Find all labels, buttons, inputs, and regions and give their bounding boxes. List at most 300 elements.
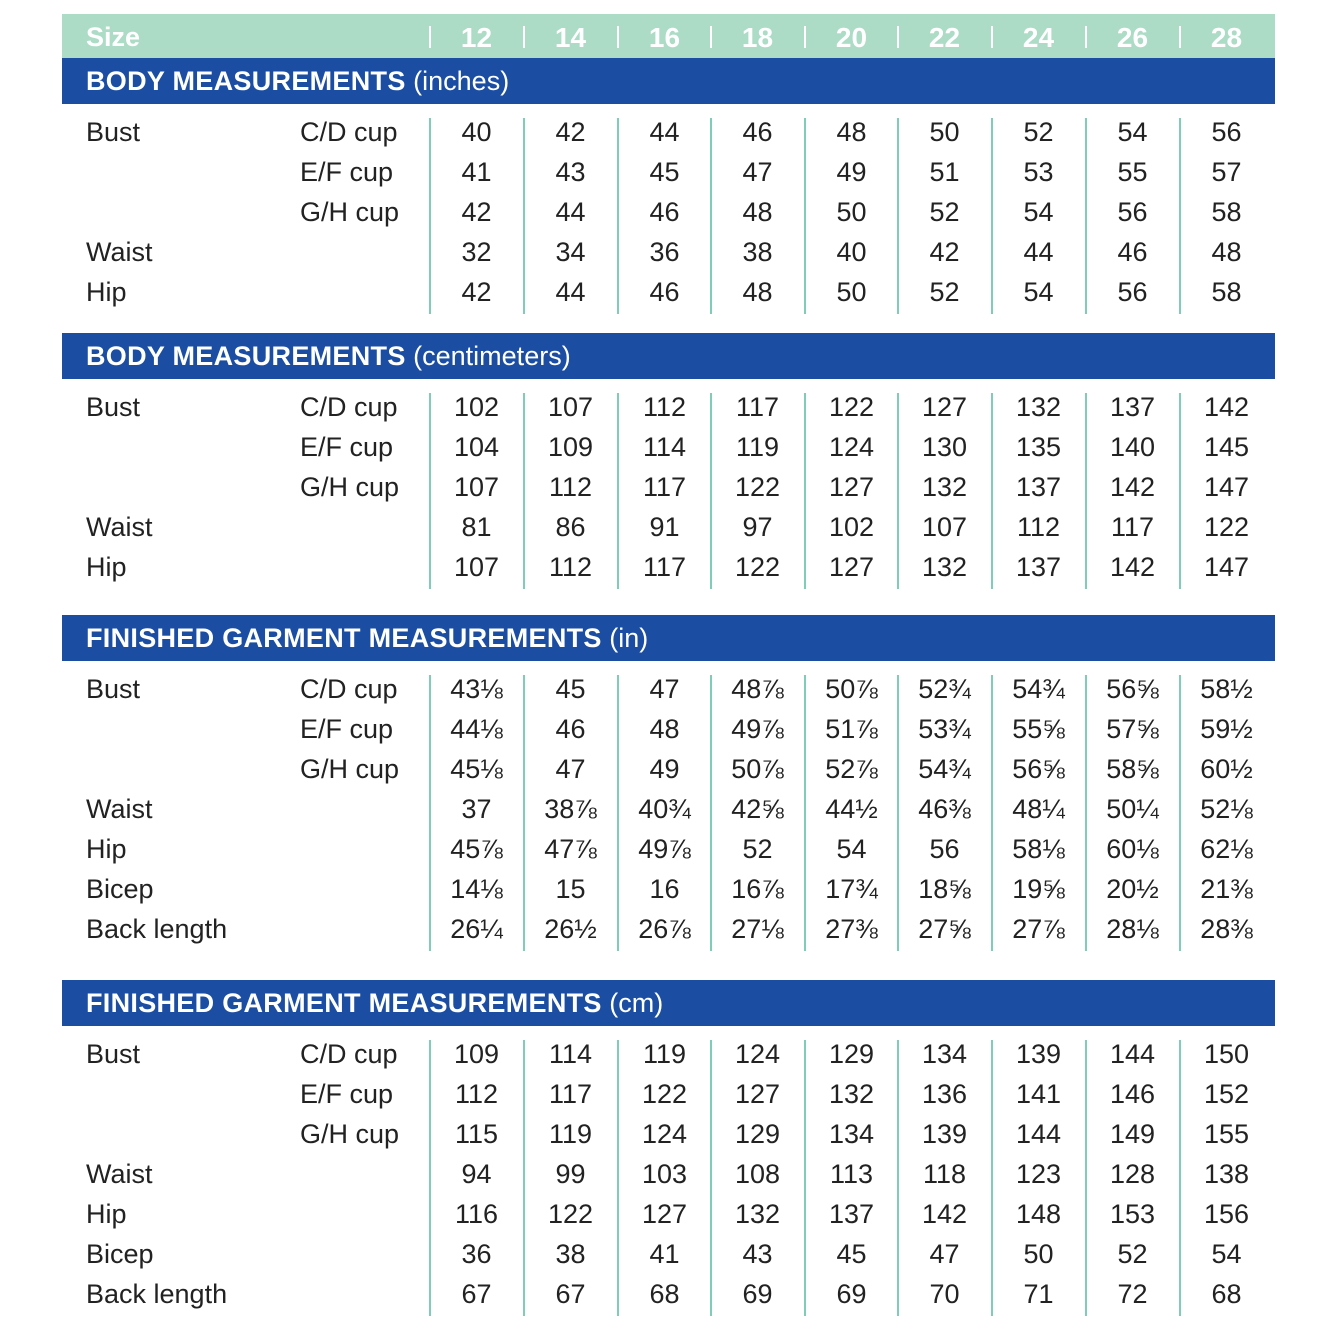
table-cell: 43⅛ bbox=[450, 674, 503, 704]
table-cell: 107 bbox=[453, 552, 500, 582]
table-cell: 69 bbox=[836, 1279, 867, 1309]
size-label: Size bbox=[86, 22, 141, 52]
table-cell: 132 bbox=[1015, 392, 1062, 422]
table-row bbox=[62, 874, 1275, 914]
table-cell: 58 bbox=[1211, 197, 1242, 227]
table-cell: 46⅜ bbox=[918, 794, 971, 824]
table-cell: 32 bbox=[461, 237, 492, 267]
table-cell: 45 bbox=[649, 157, 680, 187]
measure-label: Hip bbox=[86, 834, 127, 864]
table-cell: 52 bbox=[1023, 117, 1054, 147]
table-cell: 60½ bbox=[1200, 754, 1253, 784]
table-cell: 42 bbox=[461, 277, 492, 307]
table-cell: 27⅛ bbox=[731, 914, 784, 944]
table-cell: 54 bbox=[1023, 277, 1054, 307]
cup-variant-label: E/F cup bbox=[300, 1079, 394, 1109]
measurement-section bbox=[62, 615, 1275, 944]
measure-label: Bicep bbox=[86, 874, 154, 904]
table-cell: 42 bbox=[461, 197, 492, 227]
measure-label: Waist bbox=[86, 512, 153, 542]
table-cell: 47⅞ bbox=[544, 834, 597, 864]
table-cell: 50 bbox=[1023, 1239, 1054, 1269]
table-cell: 47 bbox=[742, 157, 773, 187]
table-cell: 54¾ bbox=[918, 754, 971, 784]
table-row bbox=[62, 157, 1275, 197]
table-cell: 124 bbox=[641, 1119, 688, 1149]
table-cell: 119 bbox=[735, 432, 780, 462]
table-row bbox=[62, 432, 1275, 472]
table-cell: 50¼ bbox=[1106, 794, 1159, 824]
table-cell: 142 bbox=[1109, 472, 1156, 502]
table-cell: 51⅞ bbox=[825, 714, 878, 744]
table-cell: 54¾ bbox=[1012, 674, 1065, 704]
measure-label: Bicep bbox=[86, 1239, 154, 1269]
table-row bbox=[62, 794, 1275, 834]
table-cell: 48 bbox=[742, 197, 773, 227]
table-cell: 51 bbox=[929, 157, 960, 187]
measure-label: Hip bbox=[86, 552, 127, 582]
table-cell: 68 bbox=[1211, 1279, 1242, 1309]
table-row bbox=[62, 714, 1275, 754]
section-header bbox=[62, 333, 1275, 379]
table-cell: 136 bbox=[921, 1079, 968, 1109]
table-cell: 44 bbox=[1023, 237, 1054, 267]
table-cell: 48 bbox=[1211, 237, 1242, 267]
table-row bbox=[62, 1119, 1275, 1159]
table-cell: 71 bbox=[1023, 1279, 1054, 1309]
cup-variant-label: G/H cup bbox=[300, 472, 400, 502]
measure-label: Waist bbox=[86, 237, 153, 267]
table-cell: 34 bbox=[555, 237, 586, 267]
cup-variant-label: C/D cup bbox=[300, 392, 398, 422]
table-cell: 49⅞ bbox=[731, 714, 784, 744]
table-cell: 122 bbox=[641, 1079, 688, 1109]
section-header bbox=[62, 980, 1275, 1026]
table-cell: 137 bbox=[828, 1199, 875, 1229]
table-cell: 127 bbox=[921, 392, 968, 422]
table-cell: 40 bbox=[461, 117, 492, 147]
cup-variant-label: G/H cup bbox=[300, 1119, 400, 1149]
table-cell: 45 bbox=[555, 674, 586, 704]
table-cell: 124 bbox=[828, 432, 875, 462]
cup-variant-label: E/F cup bbox=[300, 432, 394, 462]
table-cell: 112 bbox=[1016, 512, 1061, 542]
size-26: 26 bbox=[1116, 22, 1149, 53]
table-cell: 123 bbox=[1015, 1159, 1062, 1189]
table-cell: 53 bbox=[1023, 157, 1054, 187]
measure-label: Back length bbox=[86, 914, 228, 944]
section-title bbox=[86, 66, 509, 97]
table-cell: 122 bbox=[1203, 512, 1250, 542]
table-cell: 58⅛ bbox=[1012, 834, 1065, 864]
table-cell: 146 bbox=[1109, 1079, 1156, 1109]
measure-label: Bust bbox=[86, 392, 141, 422]
table-row bbox=[62, 834, 1275, 874]
table-cell: 127 bbox=[828, 552, 875, 582]
table-cell: 48⅞ bbox=[731, 674, 784, 704]
table-cell: 38⅞ bbox=[544, 794, 597, 824]
table-cell: 142 bbox=[1109, 552, 1156, 582]
table-cell: 67 bbox=[555, 1279, 586, 1309]
table-cell: 102 bbox=[828, 512, 875, 542]
size-header-bar bbox=[62, 14, 1275, 58]
table-cell: 122 bbox=[734, 552, 781, 582]
table-cell: 48¼ bbox=[1012, 794, 1065, 824]
size-18: 18 bbox=[741, 22, 774, 53]
table-cell: 44½ bbox=[825, 794, 878, 824]
table-cell: 112 bbox=[548, 552, 593, 582]
table-cell: 50 bbox=[929, 117, 960, 147]
size-20: 20 bbox=[835, 22, 868, 53]
table-cell: 52 bbox=[742, 834, 773, 864]
table-cell: 26¼ bbox=[450, 914, 503, 944]
table-cell: 46 bbox=[649, 197, 680, 227]
measurement-section bbox=[62, 58, 1275, 307]
table-row bbox=[62, 1199, 1275, 1239]
table-cell: 129 bbox=[734, 1119, 781, 1149]
table-cell: 140 bbox=[1109, 432, 1156, 462]
table-row bbox=[62, 674, 1275, 714]
table-cell: 58⅝ bbox=[1106, 754, 1159, 784]
table-cell: 150 bbox=[1203, 1039, 1250, 1069]
table-cell: 36 bbox=[649, 237, 680, 267]
table-cell: 119 bbox=[548, 1119, 593, 1149]
section-unit: (inches) bbox=[413, 66, 510, 96]
table-row bbox=[62, 237, 1275, 277]
table-row bbox=[62, 277, 1275, 317]
table-cell: 91 bbox=[649, 512, 680, 542]
table-cell: 46 bbox=[1117, 237, 1148, 267]
table-cell: 49 bbox=[649, 754, 680, 784]
table-cell: 49⅞ bbox=[638, 834, 691, 864]
table-cell: 54 bbox=[836, 834, 867, 864]
table-cell: 132 bbox=[921, 552, 968, 582]
size-22: 22 bbox=[928, 22, 961, 53]
table-cell: 122 bbox=[734, 472, 781, 502]
table-row bbox=[62, 552, 1275, 592]
table-cell: 124 bbox=[734, 1039, 781, 1069]
table-cell: 112 bbox=[454, 1079, 499, 1109]
table-cell: 109 bbox=[453, 1039, 500, 1069]
table-cell: 62⅛ bbox=[1200, 834, 1253, 864]
table-cell: 147 bbox=[1203, 472, 1250, 502]
table-cell: 58½ bbox=[1200, 674, 1253, 704]
table-cell: 44 bbox=[555, 277, 586, 307]
table-cell: 17¾ bbox=[825, 874, 878, 904]
table-row bbox=[62, 512, 1275, 552]
table-cell: 139 bbox=[921, 1119, 968, 1149]
table-cell: 49 bbox=[836, 157, 867, 187]
table-cell: 48 bbox=[836, 117, 867, 147]
table-row bbox=[62, 754, 1275, 794]
table-cell: 50 bbox=[836, 197, 867, 227]
table-cell: 52⅞ bbox=[825, 754, 878, 784]
size-12: 12 bbox=[460, 22, 493, 53]
section-unit: (centimeters) bbox=[413, 341, 571, 371]
size-14: 14 bbox=[554, 22, 587, 53]
table-cell: 117 bbox=[1110, 512, 1155, 542]
measure-label: Waist bbox=[86, 1159, 153, 1189]
cup-variant-label: E/F cup bbox=[300, 714, 394, 744]
table-cell: 14⅛ bbox=[450, 874, 503, 904]
table-cell: 134 bbox=[921, 1039, 968, 1069]
table-cell: 56⅝ bbox=[1106, 674, 1159, 704]
table-cell: 109 bbox=[547, 432, 594, 462]
table-cell: 137 bbox=[1109, 392, 1156, 422]
table-cell: 41 bbox=[649, 1239, 680, 1269]
table-row bbox=[62, 117, 1275, 157]
table-cell: 21⅜ bbox=[1200, 874, 1253, 904]
table-cell: 52 bbox=[929, 197, 960, 227]
table-cell: 16 bbox=[649, 874, 680, 904]
table-row bbox=[62, 392, 1275, 432]
cup-variant-label: E/F cup bbox=[300, 157, 394, 187]
table-cell: 56⅝ bbox=[1012, 754, 1065, 784]
table-cell: 107 bbox=[453, 472, 500, 502]
table-cell: 117 bbox=[642, 552, 687, 582]
table-cell: 52 bbox=[1117, 1239, 1148, 1269]
table-cell: 36 bbox=[461, 1239, 492, 1269]
table-cell: 54 bbox=[1117, 117, 1148, 147]
table-cell: 132 bbox=[921, 472, 968, 502]
table-cell: 56 bbox=[929, 834, 960, 864]
table-cell: 41 bbox=[461, 157, 492, 187]
table-cell: 144 bbox=[1109, 1039, 1156, 1069]
table-cell: 42⅝ bbox=[731, 794, 784, 824]
table-cell: 19⅝ bbox=[1012, 874, 1065, 904]
table-cell: 27⅝ bbox=[918, 914, 971, 944]
table-cell: 145 bbox=[1203, 432, 1250, 462]
table-cell: 132 bbox=[828, 1079, 875, 1109]
table-cell: 107 bbox=[921, 512, 968, 542]
table-cell: 116 bbox=[454, 1199, 499, 1229]
cup-variant-label: G/H cup bbox=[300, 197, 400, 227]
size-16: 16 bbox=[648, 22, 681, 53]
table-cell: 45 bbox=[836, 1239, 867, 1269]
table-cell: 99 bbox=[555, 1159, 586, 1189]
table-cell: 57⅝ bbox=[1106, 714, 1159, 744]
measure-label: Bust bbox=[86, 674, 141, 704]
table-row bbox=[62, 1279, 1275, 1319]
table-cell: 153 bbox=[1109, 1199, 1156, 1229]
table-cell: 55⅝ bbox=[1012, 714, 1065, 744]
table-cell: 113 bbox=[829, 1159, 874, 1189]
table-cell: 47 bbox=[929, 1239, 960, 1269]
table-cell: 43 bbox=[555, 157, 586, 187]
table-cell: 46 bbox=[555, 714, 586, 744]
table-row bbox=[62, 1239, 1275, 1279]
table-cell: 152 bbox=[1203, 1079, 1250, 1109]
table-cell: 108 bbox=[734, 1159, 781, 1189]
section-title bbox=[86, 341, 571, 372]
table-cell: 47 bbox=[555, 754, 586, 784]
table-cell: 114 bbox=[548, 1039, 593, 1069]
table-cell: 50⅞ bbox=[825, 674, 878, 704]
table-cell: 54 bbox=[1023, 197, 1054, 227]
table-cell: 37 bbox=[461, 794, 492, 824]
measure-label: Hip bbox=[86, 277, 127, 307]
table-cell: 59½ bbox=[1200, 714, 1253, 744]
table-cell: 148 bbox=[1015, 1199, 1062, 1229]
table-cell: 40¾ bbox=[638, 794, 691, 824]
table-cell: 46 bbox=[649, 277, 680, 307]
table-cell: 58 bbox=[1211, 277, 1242, 307]
table-row bbox=[62, 1159, 1275, 1199]
table-cell: 67 bbox=[461, 1279, 492, 1309]
table-cell: 50 bbox=[836, 277, 867, 307]
section-title bbox=[86, 623, 648, 654]
measure-label: Waist bbox=[86, 794, 153, 824]
table-cell: 149 bbox=[1109, 1119, 1156, 1149]
table-cell: 55 bbox=[1117, 157, 1148, 187]
table-cell: 45⅛ bbox=[450, 754, 503, 784]
table-cell: 144 bbox=[1015, 1119, 1062, 1149]
table-cell: 114 bbox=[642, 432, 687, 462]
section-title-text: BODY MEASUREMENTS bbox=[86, 66, 406, 96]
table-cell: 147 bbox=[1203, 552, 1250, 582]
table-cell: 47 bbox=[649, 674, 680, 704]
table-cell: 127 bbox=[828, 472, 875, 502]
table-row bbox=[62, 914, 1275, 954]
table-cell: 117 bbox=[735, 392, 780, 422]
measure-label: Bust bbox=[86, 117, 141, 147]
section-title-text: FINISHED GARMENT MEASUREMENTS bbox=[86, 623, 602, 653]
table-cell: 38 bbox=[555, 1239, 586, 1269]
table-cell: 28⅛ bbox=[1106, 914, 1159, 944]
section-title bbox=[86, 988, 663, 1019]
table-cell: 130 bbox=[921, 432, 968, 462]
table-cell: 132 bbox=[734, 1199, 781, 1229]
cup-variant-label: C/D cup bbox=[300, 117, 398, 147]
table-cell: 122 bbox=[547, 1199, 594, 1229]
table-cell: 94 bbox=[461, 1159, 492, 1189]
table-cell: 118 bbox=[922, 1159, 967, 1189]
size-24: 24 bbox=[1022, 22, 1055, 53]
table-cell: 70 bbox=[929, 1279, 960, 1309]
section-header bbox=[62, 615, 1275, 661]
table-cell: 60⅛ bbox=[1106, 834, 1159, 864]
table-cell: 56 bbox=[1117, 277, 1148, 307]
table-cell: 107 bbox=[547, 392, 594, 422]
measurement-section bbox=[62, 980, 1275, 1309]
size-28: 28 bbox=[1210, 22, 1243, 53]
table-cell: 129 bbox=[828, 1039, 875, 1069]
table-cell: 142 bbox=[1203, 392, 1250, 422]
table-cell: 139 bbox=[1015, 1039, 1062, 1069]
table-cell: 20½ bbox=[1106, 874, 1159, 904]
table-cell: 26⅞ bbox=[638, 914, 691, 944]
table-cell: 45⅞ bbox=[450, 834, 503, 864]
table-cell: 42 bbox=[555, 117, 586, 147]
table-cell: 102 bbox=[453, 392, 500, 422]
table-cell: 119 bbox=[642, 1039, 687, 1069]
measure-label: Hip bbox=[86, 1199, 127, 1229]
table-cell: 46 bbox=[742, 117, 773, 147]
table-row bbox=[62, 472, 1275, 512]
table-cell: 127 bbox=[641, 1199, 688, 1229]
table-cell: 52 bbox=[929, 277, 960, 307]
table-cell: 128 bbox=[1109, 1159, 1156, 1189]
size-chart bbox=[62, 14, 1275, 1309]
table-cell: 48 bbox=[742, 277, 773, 307]
table-row bbox=[62, 197, 1275, 237]
table-cell: 48 bbox=[649, 714, 680, 744]
table-cell: 38 bbox=[742, 237, 773, 267]
table-cell: 54 bbox=[1211, 1239, 1242, 1269]
table-cell: 97 bbox=[742, 512, 773, 542]
section-title-text: BODY MEASUREMENTS bbox=[86, 341, 406, 371]
table-cell: 141 bbox=[1015, 1079, 1062, 1109]
table-cell: 16⅞ bbox=[731, 874, 784, 904]
measure-label: Back length bbox=[86, 1279, 228, 1309]
table-cell: 117 bbox=[548, 1079, 593, 1109]
table-cell: 18⅝ bbox=[918, 874, 971, 904]
table-cell: 27⅞ bbox=[1012, 914, 1065, 944]
table-cell: 28⅜ bbox=[1200, 914, 1253, 944]
cup-variant-label: G/H cup bbox=[300, 754, 400, 784]
measurement-section bbox=[62, 333, 1275, 582]
table-cell: 57 bbox=[1211, 157, 1242, 187]
table-cell: 68 bbox=[649, 1279, 680, 1309]
table-cell: 52¾ bbox=[918, 674, 971, 704]
table-row bbox=[62, 1039, 1275, 1079]
section-title-text: FINISHED GARMENT MEASUREMENTS bbox=[86, 988, 602, 1018]
cup-variant-label: C/D cup bbox=[300, 674, 398, 704]
table-cell: 115 bbox=[454, 1119, 499, 1149]
section-unit: (in) bbox=[609, 623, 649, 653]
table-cell: 112 bbox=[548, 472, 593, 502]
table-cell: 86 bbox=[555, 512, 586, 542]
table-cell: 112 bbox=[642, 392, 687, 422]
section-header bbox=[62, 58, 1275, 104]
table-cell: 137 bbox=[1015, 552, 1062, 582]
table-cell: 52⅛ bbox=[1200, 794, 1253, 824]
table-cell: 44 bbox=[649, 117, 680, 147]
table-cell: 27⅜ bbox=[825, 914, 878, 944]
table-cell: 134 bbox=[828, 1119, 875, 1149]
table-cell: 50⅞ bbox=[731, 754, 784, 784]
table-cell: 42 bbox=[929, 237, 960, 267]
table-cell: 15 bbox=[555, 874, 586, 904]
table-cell: 72 bbox=[1117, 1279, 1148, 1309]
table-row bbox=[62, 1079, 1275, 1119]
table-cell: 56 bbox=[1211, 117, 1242, 147]
table-cell: 69 bbox=[742, 1279, 773, 1309]
table-cell: 156 bbox=[1203, 1199, 1250, 1229]
table-cell: 44⅛ bbox=[450, 714, 503, 744]
cup-variant-label: C/D cup bbox=[300, 1039, 398, 1069]
table-cell: 137 bbox=[1015, 472, 1062, 502]
table-cell: 135 bbox=[1015, 432, 1062, 462]
table-cell: 44 bbox=[555, 197, 586, 227]
section-unit: (cm) bbox=[609, 988, 664, 1018]
table-cell: 117 bbox=[642, 472, 687, 502]
table-cell: 138 bbox=[1203, 1159, 1250, 1189]
table-cell: 127 bbox=[734, 1079, 781, 1109]
table-cell: 103 bbox=[641, 1159, 688, 1189]
table-cell: 40 bbox=[836, 237, 867, 267]
table-cell: 142 bbox=[921, 1199, 968, 1229]
table-cell: 53¾ bbox=[918, 714, 971, 744]
table-cell: 155 bbox=[1203, 1119, 1250, 1149]
table-cell: 56 bbox=[1117, 197, 1148, 227]
measure-label: Bust bbox=[86, 1039, 141, 1069]
table-cell: 104 bbox=[453, 432, 500, 462]
table-cell: 43 bbox=[742, 1239, 773, 1269]
table-cell: 26½ bbox=[544, 914, 597, 944]
table-cell: 81 bbox=[461, 512, 492, 542]
table-cell: 122 bbox=[828, 392, 875, 422]
